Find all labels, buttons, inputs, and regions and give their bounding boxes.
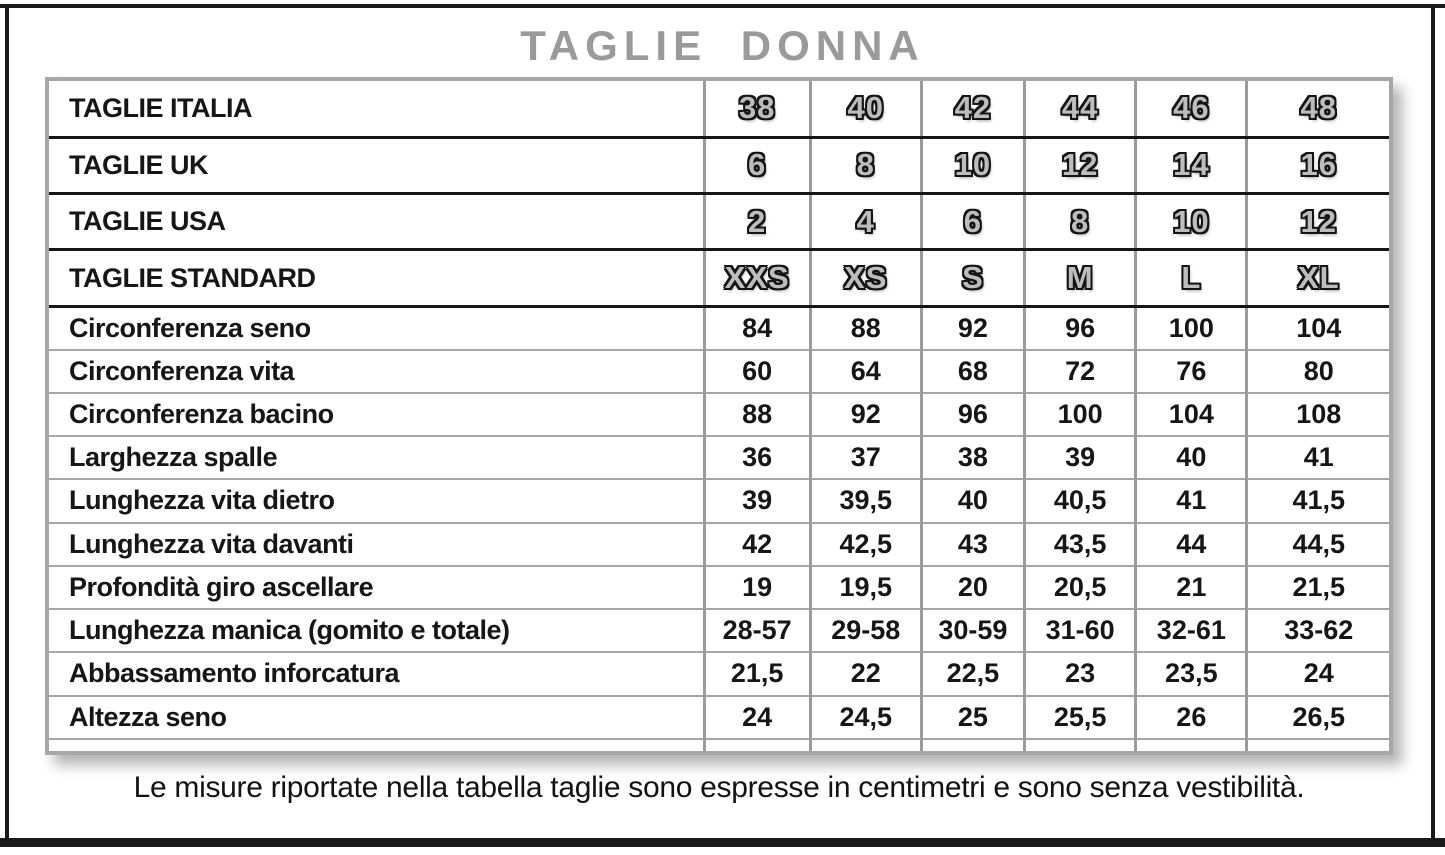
measure-value-cell: 21 [1136,566,1247,609]
filler-cell [921,739,1024,751]
row-label: Circonferenza seno [49,306,704,349]
measure-value-cell: 40 [921,479,1024,522]
row-label: Circonferenza bacino [49,393,704,436]
size-value-cell: 6 [704,137,810,193]
filler-cell [1136,739,1247,751]
table-row-abbassamento-inforcatura [49,652,1389,695]
table-row-lunghezza-manica [49,609,1389,652]
measure-value-cell: 40,5 [1025,479,1136,522]
table-row-filler [49,739,1389,751]
measure-value-cell: 26 [1136,696,1247,739]
row-label: Altezza seno [49,696,704,739]
measure-value-cell: 104 [1247,306,1389,349]
size-value-cell: 48 [1247,81,1389,137]
size-value-cell: 42 [921,81,1024,137]
measure-value-cell: 80 [1247,350,1389,393]
measure-value-cell: 22 [810,652,921,695]
size-value-cell: 14 [1136,137,1247,193]
measure-value-cell: 64 [810,350,921,393]
table-row-lunghezza-vita-dietro [49,479,1389,522]
row-label: Lunghezza manica (gomito e totale) [49,609,704,652]
measure-value-cell: 41,5 [1247,479,1389,522]
row-label: Lunghezza vita dietro [49,479,704,522]
table-row-taglie-uk [49,137,1389,193]
size-value-cell: 4 [810,194,921,250]
table-row-profondita-giro-ascellare [49,566,1389,609]
size-value-cell: L [1136,250,1247,306]
filler-cell [704,739,810,751]
size-value-cell: 44 [1025,81,1136,137]
table-row-circonferenza-vita [49,350,1389,393]
size-value-cell: 12 [1247,194,1389,250]
table-row-taglie-standard [49,250,1389,306]
measure-value-cell: 100 [1136,306,1247,349]
measure-value-cell: 36 [704,436,810,479]
filler-cell [49,739,704,751]
table-row-altezza-seno [49,696,1389,739]
measure-value-cell: 92 [810,393,921,436]
right-rule [1431,4,1435,846]
measure-value-cell: 96 [921,393,1024,436]
table-row-lunghezza-vita-davanti [49,523,1389,566]
size-table-frame [45,77,1393,755]
row-label: Lunghezza vita davanti [49,523,704,566]
measure-value-cell: 38 [921,436,1024,479]
measure-value-cell: 39 [704,479,810,522]
measure-value-cell: 76 [1136,350,1247,393]
measure-value-cell: 21,5 [704,652,810,695]
measure-value-cell: 68 [921,350,1024,393]
measure-value-cell: 20,5 [1025,566,1136,609]
measure-value-cell: 40 [1136,436,1247,479]
table-row-circonferenza-seno [49,306,1389,349]
bottom-rule [0,838,1445,847]
measure-value-cell: 19 [704,566,810,609]
measurements-footnote: Le misure riportate nella tabella taglie sono espresse in centimetri e sono senza vestibilità. [133,771,1305,804]
size-value-cell: 10 [1136,194,1247,250]
measure-value-cell: 23 [1025,652,1136,695]
measure-value-cell: 24 [1247,652,1389,695]
measure-value-cell: 42 [704,523,810,566]
table-row-taglie-usa [49,194,1389,250]
measure-value-cell: 39 [1025,436,1136,479]
measure-value-cell: 19,5 [810,566,921,609]
measure-value-cell: 24,5 [810,696,921,739]
row-label: TAGLIE USA [49,194,704,250]
row-label: Abbassamento inforcatura [49,652,704,695]
row-label: TAGLIE STANDARD [49,250,704,306]
table-row-larghezza-spalle [49,436,1389,479]
measure-value-cell: 32-61 [1136,609,1247,652]
measure-value-cell: 43,5 [1025,523,1136,566]
table-row-circonferenza-bacino [49,393,1389,436]
size-value-cell: 8 [810,137,921,193]
measure-value-cell: 20 [921,566,1024,609]
size-value-cell: 38 [704,81,810,137]
page-title: TAGLIE DONNA [520,22,925,69]
measure-value-cell: 31-60 [1025,609,1136,652]
measure-value-cell: 88 [704,393,810,436]
row-label: TAGLIE ITALIA [49,81,704,137]
measure-value-cell: 23,5 [1136,652,1247,695]
measure-value-cell: 30-59 [921,609,1024,652]
filler-cell [1025,739,1136,751]
top-rule [0,4,1445,8]
measure-value-cell: 43 [921,523,1024,566]
measure-value-cell: 44 [1136,523,1247,566]
size-value-cell: M [1025,250,1136,306]
size-value-cell: 2 [704,194,810,250]
measure-value-cell: 24 [704,696,810,739]
measure-value-cell: 41 [1136,479,1247,522]
measure-value-cell: 100 [1025,393,1136,436]
row-label: Profondità giro ascellare [49,566,704,609]
size-value-cell: 10 [921,137,1024,193]
left-rule [5,4,9,846]
measure-value-cell: 60 [704,350,810,393]
size-value-cell: S [921,250,1024,306]
measure-value-cell: 39,5 [810,479,921,522]
measure-value-cell: 25,5 [1025,696,1136,739]
filler-cell [1247,739,1389,751]
size-value-cell: 40 [810,81,921,137]
size-value-cell: 6 [921,194,1024,250]
measure-value-cell: 72 [1025,350,1136,393]
row-label: TAGLIE UK [49,137,704,193]
size-value-cell: 12 [1025,137,1136,193]
measure-value-cell: 22,5 [921,652,1024,695]
measure-value-cell: 96 [1025,306,1136,349]
measure-value-cell: 108 [1247,393,1389,436]
measure-value-cell: 84 [704,306,810,349]
size-table [49,81,1389,751]
measure-value-cell: 28-57 [704,609,810,652]
measure-value-cell: 88 [810,306,921,349]
size-value-cell: 46 [1136,81,1247,137]
measure-value-cell: 26,5 [1247,696,1389,739]
table-row-taglie-italia [49,81,1389,137]
filler-cell [810,739,921,751]
row-label: Circonferenza vita [49,350,704,393]
measure-value-cell: 21,5 [1247,566,1389,609]
size-value-cell: XL [1247,250,1389,306]
size-value-cell: XXS [704,250,810,306]
measure-value-cell: 33-62 [1247,609,1389,652]
measure-value-cell: 44,5 [1247,523,1389,566]
size-value-cell: 16 [1247,137,1389,193]
size-value-cell: XS [810,250,921,306]
measure-value-cell: 41 [1247,436,1389,479]
measure-value-cell: 37 [810,436,921,479]
size-value-cell: 8 [1025,194,1136,250]
measure-value-cell: 104 [1136,393,1247,436]
measure-value-cell: 42,5 [810,523,921,566]
measure-value-cell: 29-58 [810,609,921,652]
row-label: Larghezza spalle [49,436,704,479]
measure-value-cell: 25 [921,696,1024,739]
measure-value-cell: 92 [921,306,1024,349]
